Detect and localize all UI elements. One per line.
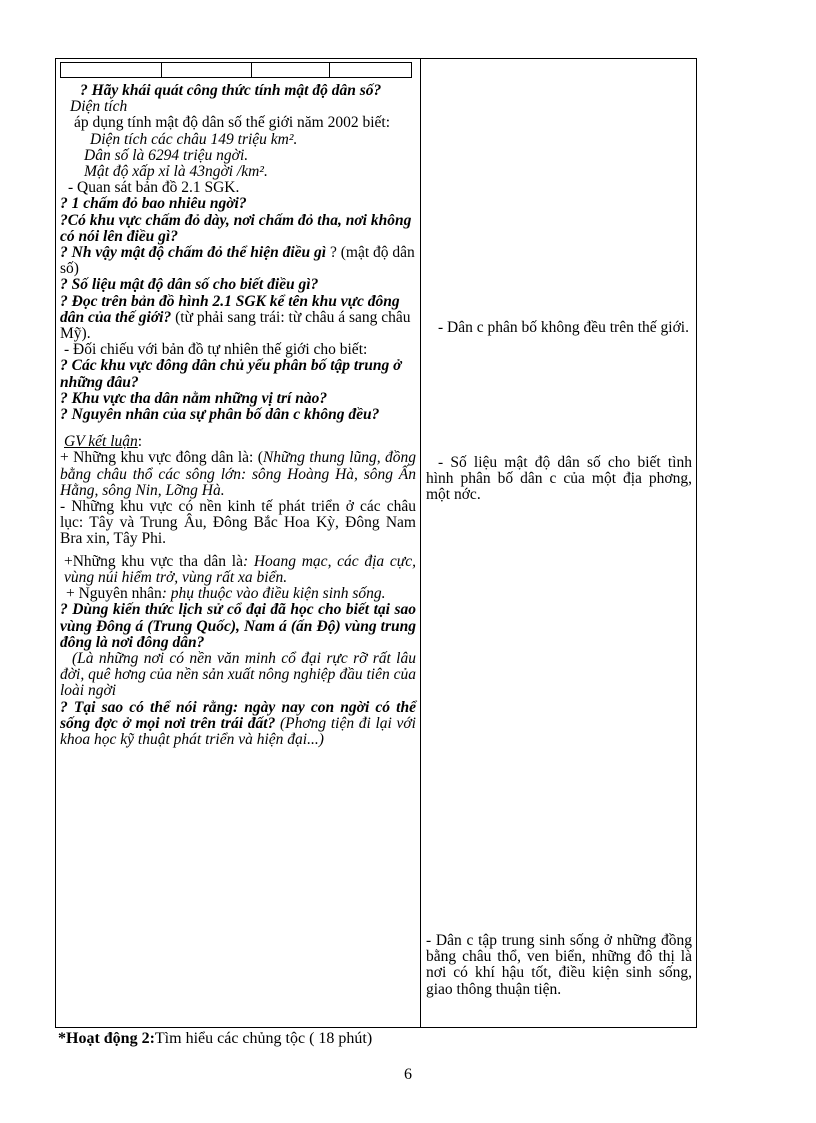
answer-hint: (Phơng tiện đi lại với khoa học kỹ thuật phát triển và hiện đại...) (60, 714, 416, 748)
page-number: 6 (404, 1066, 412, 1083)
table-cell (161, 63, 252, 78)
text-line: áp dụng tính mật độ dân số thế giới năm 2002 biết: (74, 114, 391, 132)
conclusion-text: +Những khu vực tha dân là (64, 552, 243, 570)
table-cell (61, 63, 162, 78)
table-cell (330, 63, 412, 78)
activity-label: *Hoạt động 2: (58, 1030, 155, 1047)
text-line: - Đối chiếu với bản đồ tự nhiên thế giới cho biết: (64, 341, 368, 359)
table-cell (252, 63, 330, 78)
conclusion-item (60, 450, 416, 499)
question: ? Hãy khái quát công thức tính mật độ dân số? (80, 82, 382, 99)
question: ?Có khu vực chấm đỏ dày, nơi chấm đỏ tha, nơi không có nói lên điều gì? (60, 211, 412, 245)
conclusion-italic: : phụ thuộc vào điều kiện sinh sống. (161, 585, 386, 603)
conclusion-text: + Nguyên nhân (66, 585, 162, 603)
question: ? Dùng kiến thức lịch sử cổ đại đã học cho biết tại sao vùng Đông á (Trung Quốc), Nam á (ấn Độ) vùng trung đông là nơi đông dân? (60, 601, 416, 651)
teacher-activity-column (60, 83, 416, 748)
question: ? Khu vực tha dân nằm những vị trí nào? (60, 389, 328, 407)
question: ? Các khu vực đông dân chủ yếu phân bố tập trung ở những đâu? (60, 357, 402, 391)
conclusion-italic: : Hoang mạc, các địa cực, vùng núi hiểm trở, vùng rất xa biển. (64, 552, 416, 586)
conclusion-text: + Những khu vực đông dân là: ( (60, 449, 263, 467)
content-cell (426, 320, 692, 336)
content-text: - Số liệu mật độ dân số cho biết tình hình phân bố dân c của một địa phơng, một nớc. (426, 454, 692, 504)
section-heading (58, 1030, 372, 1048)
content-cell (426, 933, 692, 998)
column-divider (420, 58, 421, 1028)
answer-hint: ? (mật độ dân số) (60, 244, 415, 278)
conclusion-heading (60, 434, 416, 450)
answer-hint: (từ phải sang trái: từ châu á sang châu Mỹ). (60, 308, 411, 343)
conclusion-item (60, 586, 416, 602)
conclusion-label: GV kết luận (64, 433, 138, 451)
answer-hint: (Là những nơi có nền văn minh cổ đại rực rỡ rất lâu đời, quê hơng của nền sản xuất nông nghiệp đầu tiên của loài ngời (60, 649, 416, 700)
text-line: - Quan sát bản đồ 2.1 SGK. (68, 179, 240, 197)
question: ? 1 chấm đỏ bao nhiêu ngời? (60, 195, 247, 213)
question (60, 245, 416, 277)
question (60, 700, 416, 749)
colon: : (137, 433, 143, 451)
text-line: Mật độ xấp xỉ là 43ngời /km². (84, 163, 268, 181)
conclusion-italic: Những thung lũng, đồng bằng châu thổ các sông lớn: sông Hoàng Hà, sông Ấn Hằng, sông Nin, Lỡng Hà. (60, 449, 416, 499)
conclusion-item: - Những khu vực có nền kinh tế phát triển ở các châu lục: Tây và Trung Âu, Đông Bắc Hoa Kỳ, Đông Nam Bra xin, Tây Phi. (60, 498, 416, 548)
empty-header-table (60, 62, 412, 78)
content-text: - Dân c tập trung sinh sống ở những đồng bằng châu thổ, ven biển, những đô thị là nơi có khí hậu tốt, điều kiện sinh sống, giao thông thuận tiện. (426, 932, 692, 998)
question: ? Số liệu mật độ dân số cho biết điều gì? (60, 276, 319, 294)
activity-title: Tìm hiểu các chủng tộc ( 18 phút) (154, 1030, 373, 1047)
question: ? Nguyên nhân của sự phân bố dân c không đều? (60, 406, 380, 424)
text-line: Diện tích các châu 149 triệu km². (90, 130, 298, 148)
text-line: Diện tích (70, 98, 128, 116)
question-text: ? Đọc trên bản đồ hình 2.1 SGK kể tên khu vực đông dân của thế giới? (60, 292, 400, 326)
question-text: ? Nh vậy mật độ chấm đỏ thể hiện điều gì (60, 244, 327, 262)
content-text: - Dân c phân bố không đều trên thế giới. (438, 319, 689, 336)
content-cell (426, 455, 692, 504)
question (60, 294, 416, 343)
text-line: Dân số là 6294 triệu ngời. (84, 146, 249, 164)
question-text: ? Tại sao có thể nói rằng: ngày nay con ngời có thể sống đợc ở mọi nơi trên trái đất? (60, 698, 416, 732)
conclusion-item (60, 554, 416, 586)
